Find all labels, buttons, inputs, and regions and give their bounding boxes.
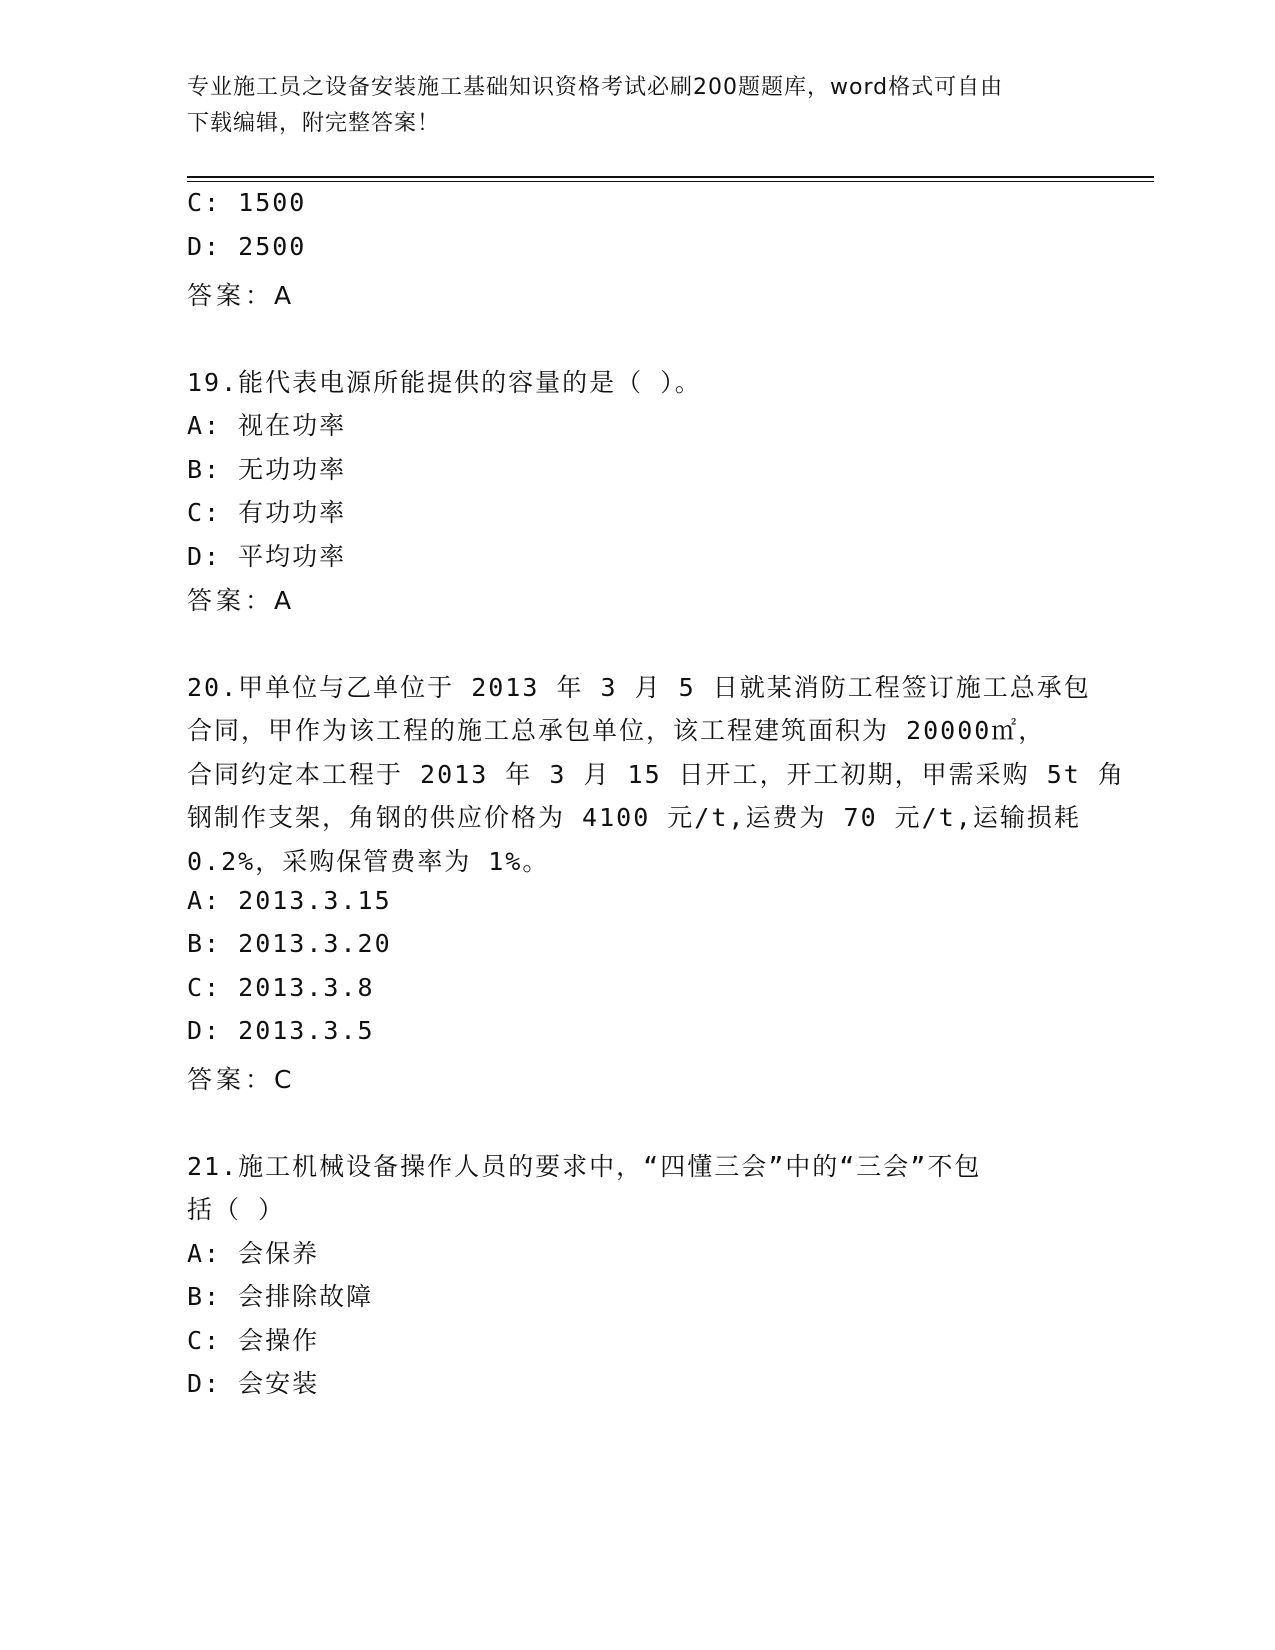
option-c: C: 会操作 <box>187 1326 320 1355</box>
question-stem-line: 20.甲单位与乙单位于 2013 年 3 月 5 日就某消防工程签订施工总承包 <box>187 673 1091 702</box>
question-stem-line: 钢制作支架，角钢的供应价格为 4100 元/t,运费为 70 元/t,运输损耗 <box>187 803 1081 832</box>
option-d: D: 平均功率 <box>187 542 347 571</box>
question-stem-line: 合同约定本工程于 2013 年 3 月 15 日开工，开工初期，甲需采购 5t 角 <box>187 760 1125 789</box>
answer-value: A <box>274 281 294 310</box>
answer-line <box>187 1060 293 1096</box>
answer-value: A <box>274 586 294 615</box>
header-title-line-2: 下载编辑，附完整答案！ <box>187 111 441 136</box>
answer-value: C <box>274 1065 294 1094</box>
answer-line <box>187 581 293 617</box>
option-b: B: 无功功率 <box>187 455 347 484</box>
document-header <box>187 70 1087 142</box>
header-divider-thick <box>187 176 1154 178</box>
option-c: C: 1500 <box>187 188 307 217</box>
option-d: D: 2013.3.5 <box>187 1016 375 1045</box>
question-stem: 19.能代表电源所能提供的容量的是（ ）。 <box>187 368 702 397</box>
question-stem-line: 括（ ） <box>187 1195 286 1224</box>
answer-label: 答案： <box>187 1065 275 1094</box>
answer-label: 答案： <box>187 281 275 310</box>
answer-label: 答案： <box>187 586 275 615</box>
question-stem-line: 合同，甲作为该工程的施工总承包单位，该工程建筑面积为 20000㎡， <box>187 716 1046 745</box>
header-title-line-1: 专业施工员之设备安装施工基础知识资格考试必刷200题题库，word格式可自由 <box>187 75 1004 100</box>
question-stem-line: 0.2%，采购保管费率为 1%。 <box>187 847 550 876</box>
option-a: A: 会保养 <box>187 1239 320 1268</box>
option-b: B: 会排除故障 <box>187 1282 374 1311</box>
option-a: A: 视在功率 <box>187 411 347 440</box>
option-c: C: 有功功率 <box>187 498 347 527</box>
question-stem-line: 21.施工机械设备操作人员的要求中，“四懂三会”中的“三会”不包 <box>187 1152 982 1181</box>
answer-line <box>187 276 293 312</box>
option-a: A: 2013.3.15 <box>187 886 392 915</box>
option-c: C: 2013.3.8 <box>187 973 375 1002</box>
option-b: B: 2013.3.20 <box>187 929 392 958</box>
option-d: D: 会安装 <box>187 1369 320 1398</box>
option-d: D: 2500 <box>187 232 307 261</box>
header-divider-thin <box>187 181 1154 182</box>
